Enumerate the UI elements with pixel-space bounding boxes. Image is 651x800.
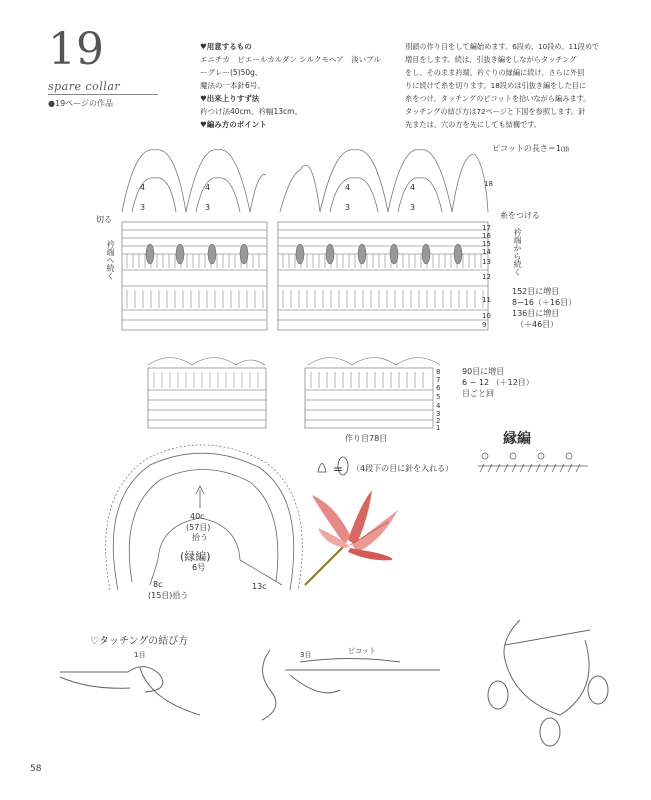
row-number: 6 bbox=[436, 384, 441, 392]
collar-measure: 40c bbox=[190, 512, 205, 521]
tatting-label: 1目 bbox=[134, 651, 146, 659]
row-number: 17 bbox=[482, 224, 491, 232]
motif-count: 4 bbox=[345, 183, 351, 192]
legend-symbol-text: （4段下の目に針を入れる） bbox=[352, 464, 454, 473]
collar-measure: 8c bbox=[153, 580, 163, 589]
pattern-number: 19 bbox=[48, 24, 104, 75]
right-side-label: 衿端から続く bbox=[513, 228, 522, 276]
motif-count: 3 bbox=[410, 203, 416, 212]
increase-note: 6 − 12 （＋12目） bbox=[462, 378, 534, 387]
left-side-label: 衿端へ続く bbox=[106, 240, 115, 280]
row-number: 9 bbox=[482, 321, 487, 329]
page-number: 58 bbox=[30, 764, 42, 774]
increase-note: 目ごと回 bbox=[462, 389, 494, 398]
row-number: 3 bbox=[436, 410, 441, 418]
materials-line: ーグレー(5)50g、 bbox=[200, 68, 263, 77]
attach-yarn-label: 糸をつける bbox=[500, 211, 540, 220]
foundation-label: 作り目78目 bbox=[345, 434, 388, 443]
instruction-line: をし、そのまま衿端、衿ぐりの縁編に続け、さらに外回 bbox=[405, 68, 585, 77]
increase-note: 136目に増目 bbox=[512, 309, 560, 318]
row-number: 8 bbox=[436, 368, 441, 376]
row-number: 10 bbox=[482, 312, 491, 320]
materials-line: エニチカ ビエールカルダン シルクモヘア 淡いブル bbox=[200, 55, 381, 64]
increase-note: 8−16（＋16目） bbox=[512, 298, 577, 307]
collar-measure: (15目)拾う bbox=[148, 591, 189, 600]
points-heading: ♥編み方のポイント bbox=[200, 120, 267, 129]
pattern-subtitle: spare collar bbox=[48, 80, 121, 93]
equals-sign: = bbox=[333, 462, 344, 476]
row-number: 5 bbox=[436, 393, 441, 401]
row-number: 13 bbox=[482, 258, 491, 266]
collar-measure: 13c bbox=[252, 582, 267, 591]
picot-length-label: ピコットの長さ＝1㎝ bbox=[492, 144, 569, 153]
row-number: 11 bbox=[482, 296, 491, 304]
motif-count: 3 bbox=[205, 203, 211, 212]
row-number: 18 bbox=[484, 180, 493, 188]
motif-count: 4 bbox=[205, 183, 211, 192]
instruction-line: 糸をつけ、タッチングのピコットを拾いながら編みます。 bbox=[405, 94, 591, 103]
motif-count: 3 bbox=[140, 203, 146, 212]
size-heading: ♥出来上りすず法 bbox=[200, 94, 260, 103]
motif-count: 3 bbox=[345, 203, 351, 212]
materials-line: 魔法の一本針6号。 bbox=[200, 81, 265, 90]
motif-count: 4 bbox=[140, 183, 146, 192]
instruction-line: 別鎖の作り目をして編始めます。6段め、10段め、11段めで bbox=[405, 42, 600, 51]
row-number: 1 bbox=[436, 424, 441, 432]
increase-note: 90目に増目 bbox=[462, 367, 505, 376]
instruction-line: タッチングの結び方は72ページと下図を参照します。針 bbox=[405, 107, 586, 116]
collar-hook-size: 6号 bbox=[192, 563, 206, 572]
lily-flower-illustration bbox=[305, 490, 398, 585]
row-number: 14 bbox=[482, 248, 491, 256]
size-line: 衿つけ法40cm、衿幅13cm。 bbox=[200, 107, 302, 116]
tatting-heading: ♡タッチングの結び方 bbox=[90, 636, 189, 647]
tatting-label: ピコット bbox=[348, 647, 376, 655]
page-reference: ●19ページの作品 bbox=[48, 99, 113, 108]
increase-note: （＋46目） bbox=[516, 320, 559, 329]
instruction-line: りに続けて糸を切ります。18段めは引抜き編をした目に bbox=[405, 81, 587, 90]
motif-count: 4 bbox=[410, 183, 416, 192]
instruction-line: 先または、穴の方を先にしても結構です。 bbox=[405, 120, 541, 129]
row-number: 4 bbox=[436, 402, 441, 410]
tatting-label: 3目 bbox=[300, 651, 312, 659]
edge-pattern-title: 縁編 bbox=[503, 431, 531, 447]
row-number: 2 bbox=[436, 417, 441, 425]
collar-measure: (57目) bbox=[186, 523, 211, 532]
collar-center-label: (縁編) bbox=[180, 550, 211, 563]
materials-heading: ♥用意するもの bbox=[200, 42, 252, 51]
row-number: 15 bbox=[482, 240, 491, 248]
increase-note: 152目に増目 bbox=[512, 287, 560, 296]
row-number: 12 bbox=[482, 273, 491, 281]
cut-label: 切る bbox=[96, 215, 112, 224]
instruction-line: 増目をします。続は、引抜き編をしながらタッチング bbox=[405, 55, 577, 64]
row-number: 7 bbox=[436, 376, 441, 384]
collar-measure: 拾う bbox=[192, 533, 208, 542]
row-number: 16 bbox=[482, 232, 491, 240]
